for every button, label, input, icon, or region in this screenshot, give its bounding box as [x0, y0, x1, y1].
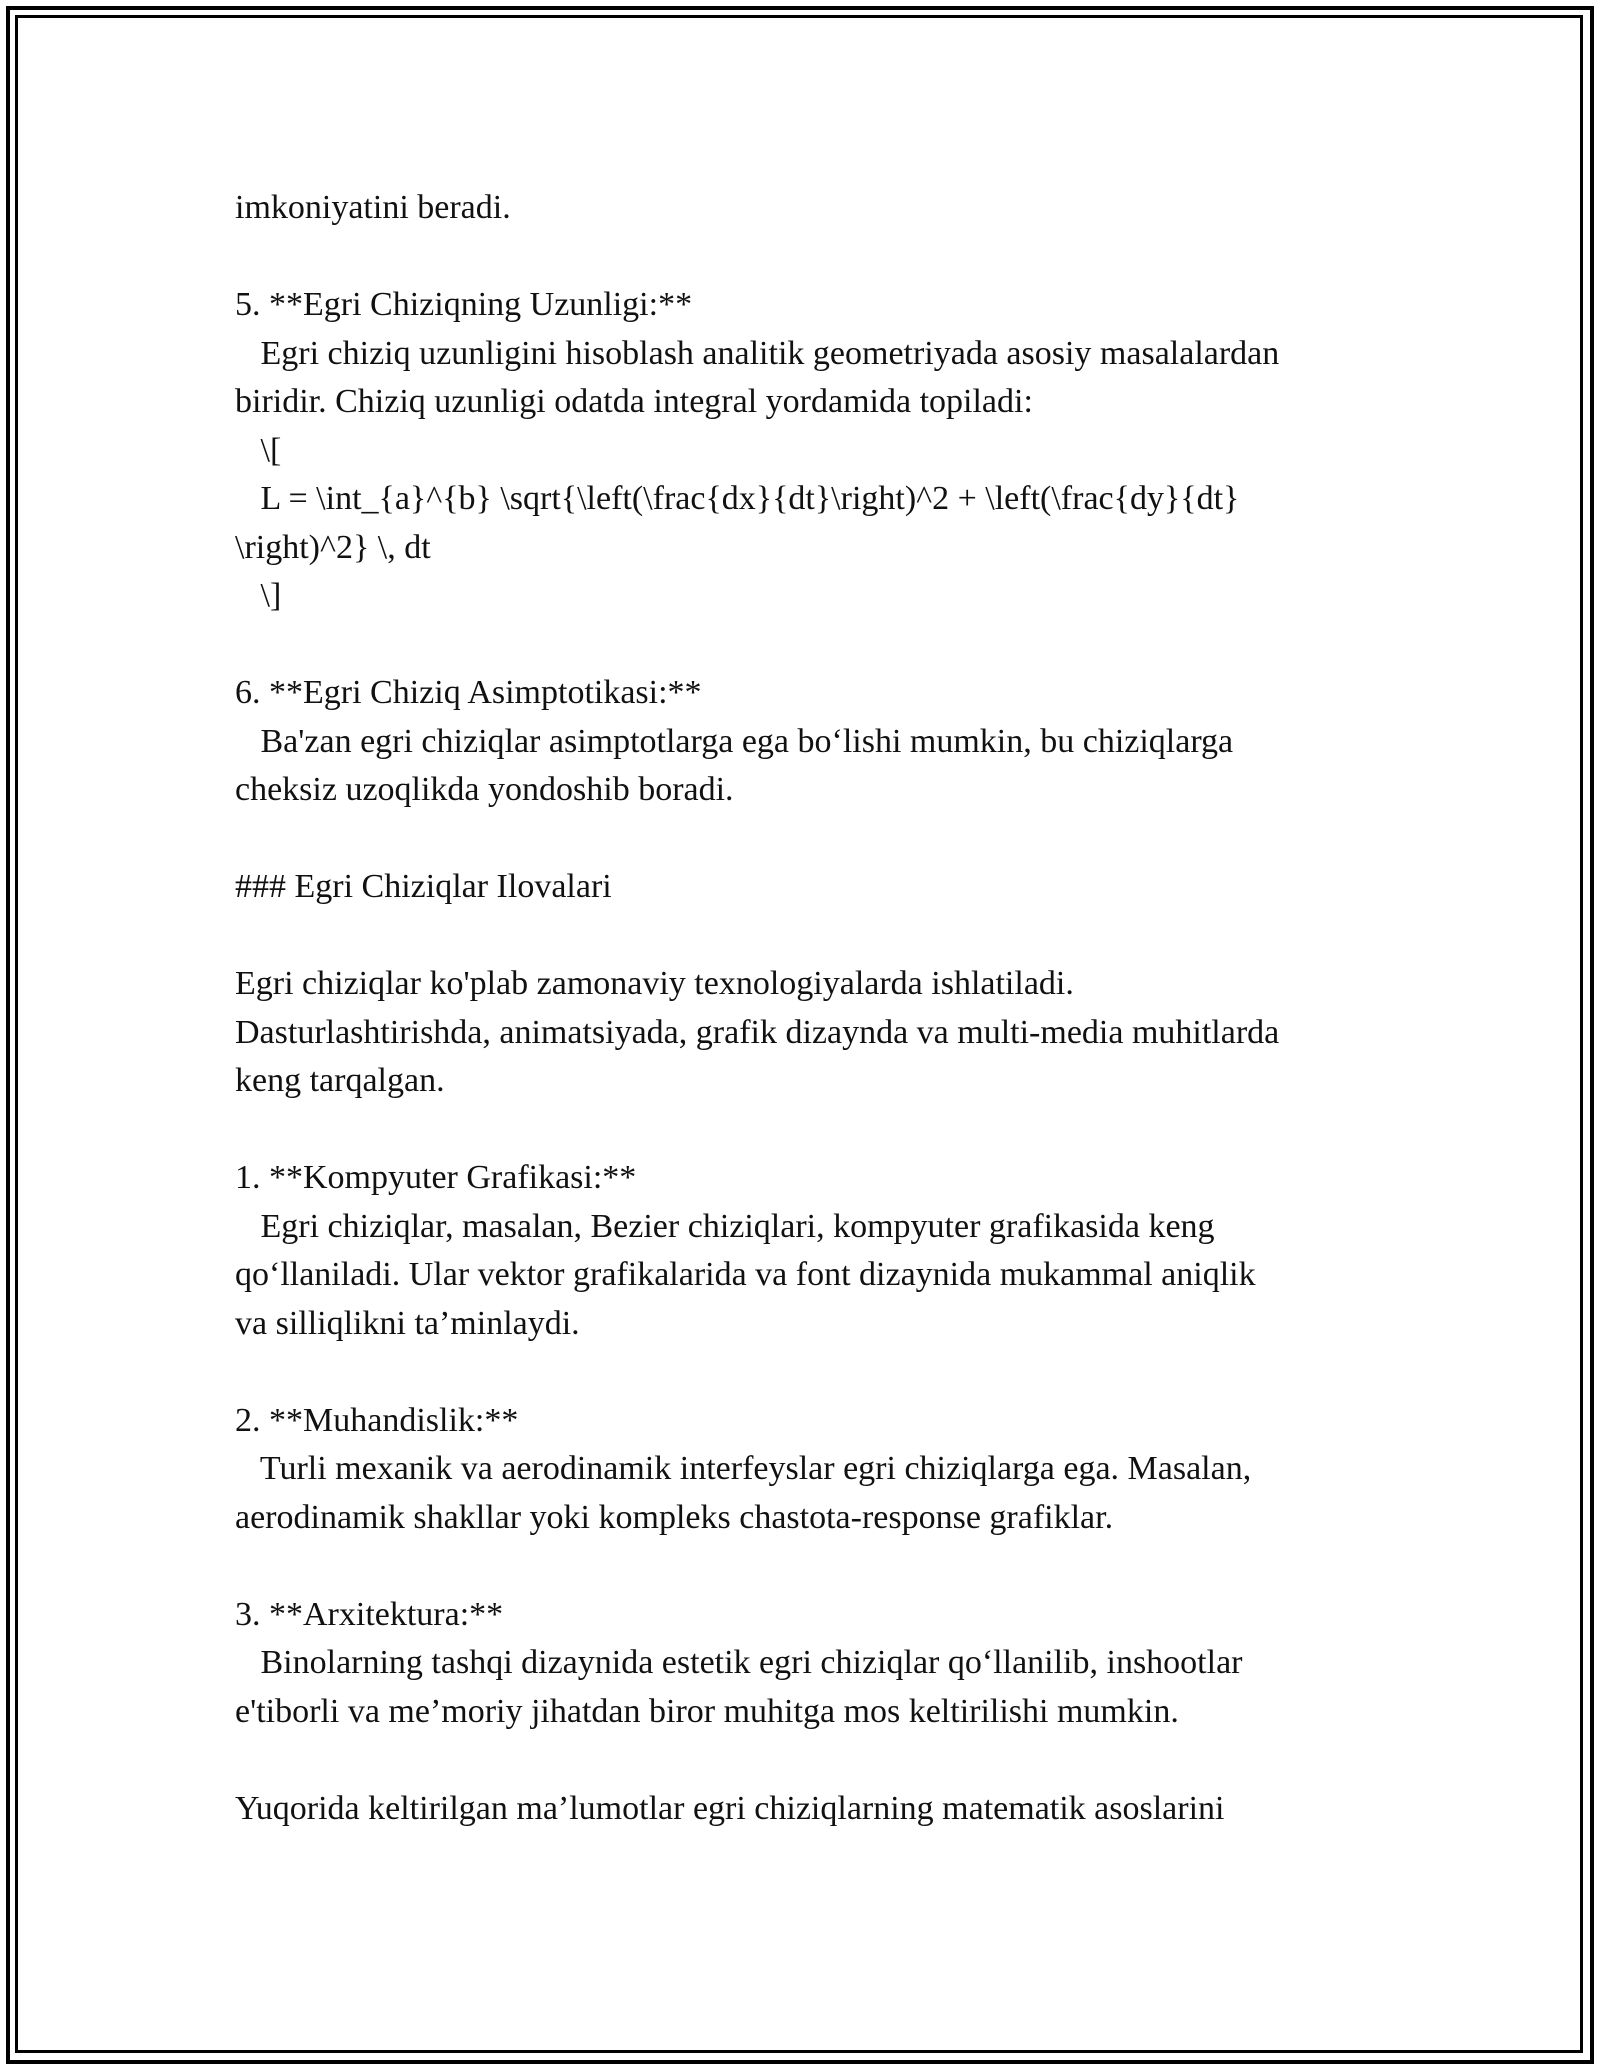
blank-line [235, 1348, 1375, 1397]
subsection-heading: ### Egri Chiziqlar Ilovalari [235, 868, 612, 905]
blank-line [235, 621, 1375, 670]
text-line: qo‘llaniladi. Ular vektor grafikalarida va font dizaynida mukammal aniqlik [235, 1256, 1256, 1293]
text-line: Egri chiziqlar ko'plab zamonaviy texnologiyalarda ishlatiladi. [235, 965, 1074, 1002]
text-line: Turli mexanik va aerodinamik interfeyslar egri chiziqlarga ega. Masalan, [235, 1450, 1252, 1487]
blank-line [235, 1106, 1375, 1155]
text-line: Yuqorida keltirilgan ma’lumotlar egri chiziqlarning matematik asoslarini [235, 1789, 1225, 1827]
list-item-1-heading: 1. **Kompyuter Grafikasi:** [235, 1159, 637, 1196]
text-line: aerodinamik shakllar yoki kompleks chastota-response grafiklar. [235, 1498, 1114, 1536]
formula-line: \[ [235, 431, 282, 469]
text-line: imkoniyatini beradi. [235, 189, 511, 226]
blank-line [235, 233, 1375, 282]
formula-line: \right)^2} \, dt [235, 528, 431, 566]
text-line: keng tarqalgan. [235, 1062, 445, 1099]
list-item-2-heading: 2. **Muhandislik:** [235, 1401, 519, 1439]
list-item-3-heading: 3. **Arxitektura:** [235, 1595, 504, 1633]
blank-line [235, 1736, 1375, 1785]
blank-line [235, 815, 1375, 864]
formula-line: L = \int_{a}^{b} \sqrt{\left(\frac{dx}{dt}\right)^2 + \left(\frac{dy}{dt} [235, 480, 1240, 517]
blank-line [235, 912, 1375, 961]
text-line: Binolarning tashqi dizaynida estetik egri chiziqlar qo‘llanilib, inshootlar [235, 1644, 1243, 1681]
text-line: Egri chiziqlar, masalan, Bezier chiziqlari, kompyuter grafikasida keng [235, 1207, 1215, 1245]
text-line: va silliqlikni ta’minlaydi. [235, 1304, 580, 1342]
text-line: Dasturlashtirishda, animatsiyada, grafik dizaynda va multi-media muhitlarda [235, 1013, 1280, 1051]
text-line: e'tiborli va me’moriy jihatdan biror muhitga mos keltirilishi mumkin. [235, 1692, 1179, 1730]
section-6-heading: 6. **Egri Chiziq Asimptotikasi:** [235, 674, 702, 711]
document-body [235, 184, 1375, 1833]
text-line: Egri chiziq uzunligini hisoblash analitik geometriyada asosiy masalalardan [235, 334, 1280, 372]
text-line: Ba'zan egri chiziqlar asimptotlarga ega bo‘lishi mumkin, bu chiziqlarga [235, 722, 1234, 760]
section-5-heading: 5. **Egri Chiziqning Uzunligi:** [235, 286, 693, 323]
text-line: biridir. Chiziq uzunligi odatda integral yordamida topiladi: [235, 383, 1033, 420]
text-line: cheksiz uzoqlikda yondoshib boradi. [235, 771, 734, 808]
formula-line: \] [235, 577, 282, 614]
blank-line [235, 1542, 1375, 1591]
